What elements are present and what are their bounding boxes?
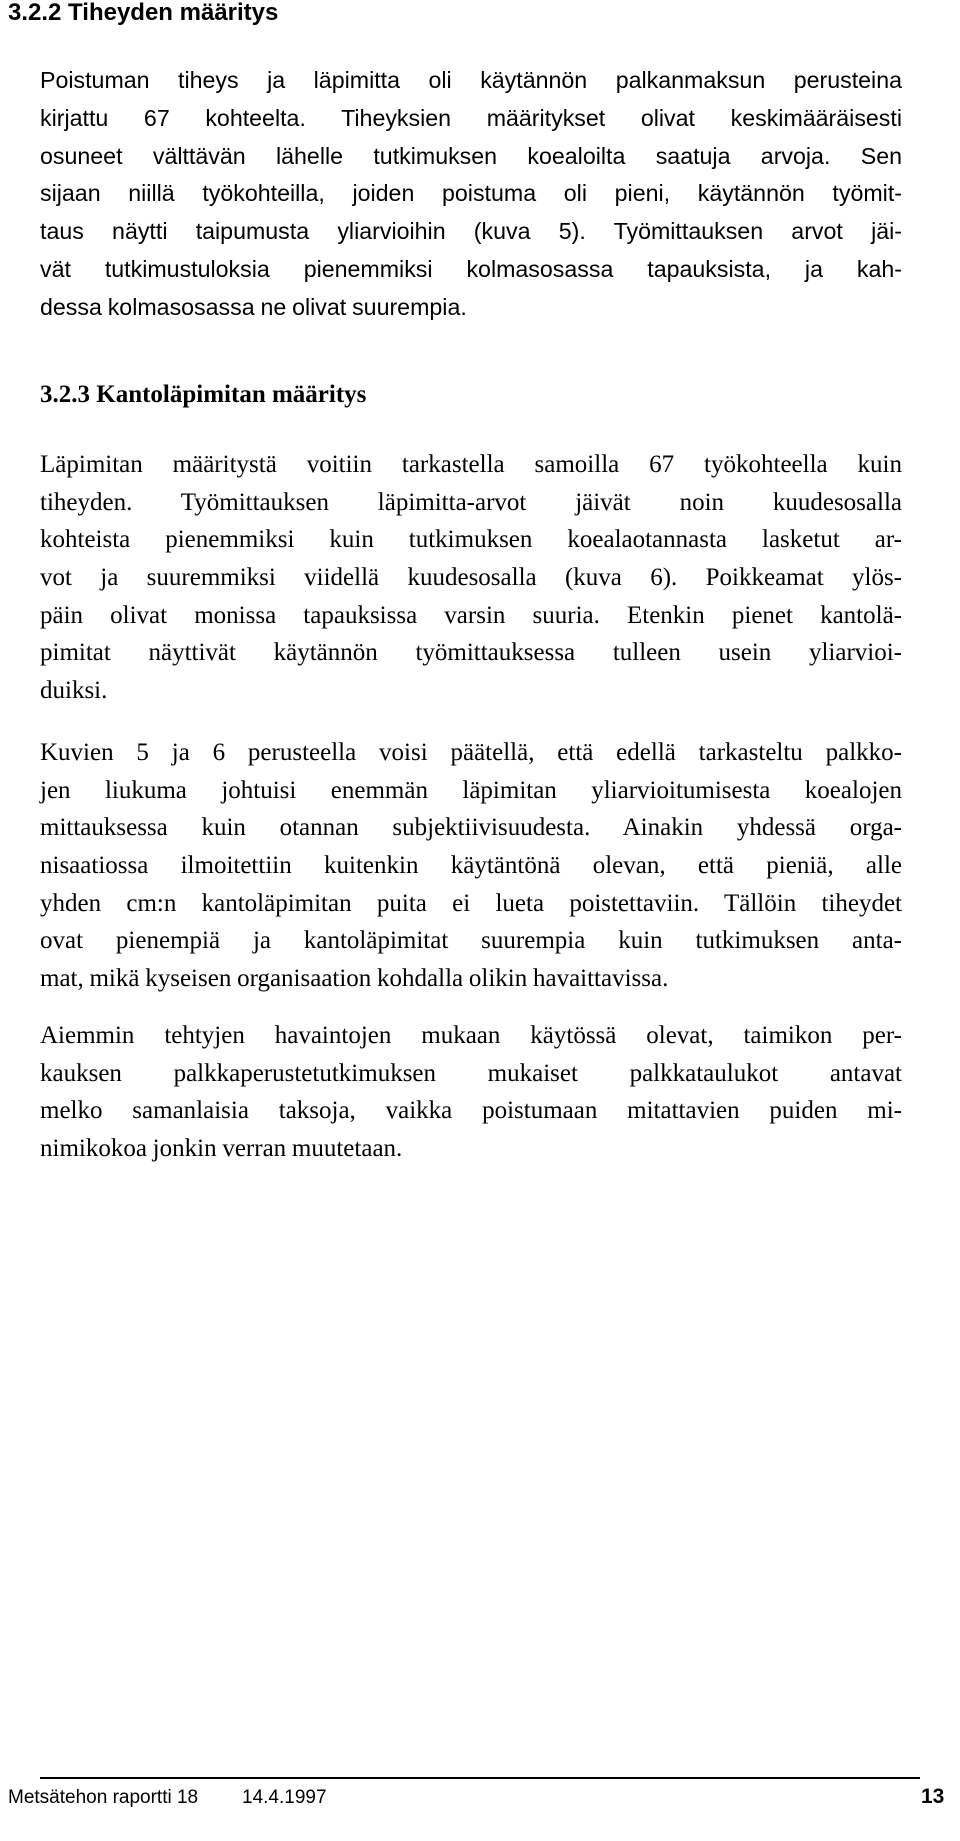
text-line: nisaatiossa ilmoitettiin kuitenkin käytäntönä olevan, että pieniä, alle — [40, 852, 902, 880]
text-line: vot ja suuremmiksi viidellä kuudesosalla (kuva 6). Poikkeamat ylös- — [40, 564, 902, 592]
paragraph-kuvien-perusteella — [40, 734, 902, 998]
text-line: vät tutkimustuloksia pienemmiksi kolmasosassa tapauksista, ja kah- — [40, 255, 902, 282]
text-line: mittauksessa kuin otannan subjektiivisuudesta. Ainakin yhdessä orga- — [40, 814, 902, 842]
text-line: jen liukuma johtuisi enemmän läpimitan yliarvioitumisesta koealojen — [40, 776, 902, 804]
text-line: ovat pienempiä ja kantoläpimitat suurempia kuin tutkimuksen anta- — [40, 927, 902, 955]
text-line: sijaan niillä työkohteilla, joiden poistuma oli pieni, käytännön työmit- — [40, 180, 902, 207]
paragraph-aiemmin-tehtyjen — [40, 1017, 902, 1168]
text-line: nimikokoa jonkin verran muutetaan. — [40, 1135, 403, 1163]
footer-publication: Metsätehon raportti 18 — [8, 1787, 199, 1808]
section-heading-3-2-2: 3.2.2 Tiheyden määritys — [8, 0, 279, 26]
paragraph-tiheyden-maaritys — [40, 62, 902, 327]
footer-divider — [40, 1777, 920, 1779]
text-line: yhden cm:n kantoläpimitan puita ei lueta poistettaviin. Tällöin tiheydet — [40, 889, 902, 917]
text-line: Poistuman tiheys ja läpimitta oli käytännön palkanmaksun perusteina — [40, 67, 902, 93]
text-line: duiksi. — [40, 677, 108, 705]
text-line: kohteista pienemmiksi kuin tutkimuksen koealaotannasta lasketut ar- — [40, 526, 902, 554]
text-line: mat, mikä kyseisen organisaation kohdalla olikin havaittavissa. — [40, 965, 669, 993]
page-number: 13 — [921, 1785, 945, 1808]
paragraph-kantolapimitan-maaritys — [40, 446, 902, 710]
text-line: pimitat näyttivät käytännön työmittauksessa tulleen usein yliarvioi- — [40, 639, 902, 667]
text-line: Kuvien 5 ja 6 perusteella voisi päätellä, että edellä tarkasteltu palkko- — [40, 739, 902, 766]
text-line: kauksen palkkaperustetutkimuksen mukaiset palkkataulukot antavat — [40, 1059, 902, 1087]
text-line: taus näytti taipumusta yliarvioihin (kuva 5). Työmittauksen arvot jäi- — [40, 218, 902, 245]
text-line: päin olivat monissa tapauksissa varsin suuria. Etenkin pienet kantolä- — [40, 601, 902, 629]
section-heading-3-2-3: 3.2.3 Kantoläpimitan määritys — [40, 381, 367, 408]
text-line: tiheyden. Työmittauksen läpimitta-arvot jäivät noin kuudesosalla — [40, 488, 902, 516]
text-line: kirjattu 67 kohteelta. Tiheyksien määritykset olivat keskimääräisesti — [40, 104, 902, 131]
text-line: osuneet välttävän lähelle tutkimuksen koealoilta saatuja arvoja. Sen — [40, 142, 902, 169]
text-line: melko samanlaisia taksoja, vaikka poistumaan mitattavien puiden mi- — [40, 1097, 902, 1125]
text-line: Läpimitan määritystä voitiin tarkastella samoilla 67 työkohteella kuin — [40, 451, 902, 478]
text-line: Aiemmin tehtyjen havaintojen mukaan käytössä olevat, taimikon per- — [40, 1022, 902, 1049]
text-line: dessa kolmasosassa ne olivat suurempia. — [40, 293, 467, 320]
footer-date: 14.4.1997 — [242, 1787, 327, 1808]
